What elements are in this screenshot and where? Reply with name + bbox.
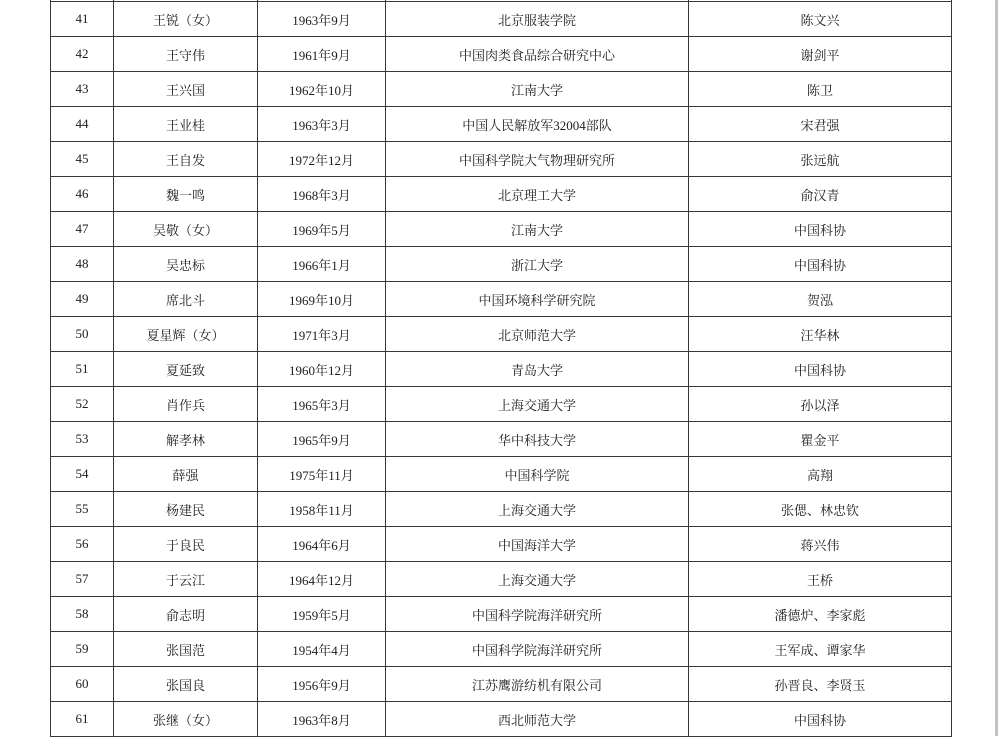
cell-birth-date: 1972年12月 — [258, 142, 386, 177]
table-row — [51, 212, 952, 247]
cell-number: 55 — [51, 492, 114, 527]
cell-institution: 中国科学院 — [386, 457, 689, 492]
cell-birth-date: 1964年6月 — [258, 527, 386, 562]
cell-recommender: 谢剑平 — [689, 37, 952, 72]
cell-birth-date: 1960年12月 — [258, 352, 386, 387]
table-row — [51, 317, 952, 352]
cell-birth-date: 1975年11月 — [258, 457, 386, 492]
cell-number: 43 — [51, 72, 114, 107]
table-row — [51, 632, 952, 667]
cell-recommender: 俞汉青 — [689, 177, 952, 212]
table-row — [51, 527, 952, 562]
cell-number: 56 — [51, 527, 114, 562]
cell-name: 王业桂 — [114, 107, 258, 142]
table-row — [51, 492, 952, 527]
cell-recommender: 中国科协 — [689, 247, 952, 282]
cell-recommender: 潘德炉、李家彪 — [689, 597, 952, 632]
table-row — [51, 597, 952, 632]
cell-number: 51 — [51, 352, 114, 387]
cell-birth-date: 1962年10月 — [258, 72, 386, 107]
cell-name: 于云江 — [114, 562, 258, 597]
cell-name: 王守伟 — [114, 37, 258, 72]
cell-institution: 上海交通大学 — [386, 387, 689, 422]
cell-name: 王自发 — [114, 142, 258, 177]
cell-number: 44 — [51, 107, 114, 142]
cell-recommender: 中国科协 — [689, 702, 952, 737]
cell-birth-date: 1954年4月 — [258, 632, 386, 667]
cell-recommender: 宋君强 — [689, 107, 952, 142]
cell-institution: 中国科学院大气物理研究所 — [386, 142, 689, 177]
cell-number: 47 — [51, 212, 114, 247]
cell-institution: 北京理工大学 — [386, 177, 689, 212]
academician-roster-table — [50, 0, 952, 737]
document-page — [50, 0, 952, 737]
cell-recommender: 中国科协 — [689, 352, 952, 387]
table-row — [51, 387, 952, 422]
cell-name: 解孝林 — [114, 422, 258, 457]
cell-recommender: 贺泓 — [689, 282, 952, 317]
cell-birth-date: 1961年9月 — [258, 37, 386, 72]
cell-recommender: 王军成、谭家华 — [689, 632, 952, 667]
cell-institution: 西北师范大学 — [386, 702, 689, 737]
table-row — [51, 72, 952, 107]
table-row — [51, 247, 952, 282]
cell-institution: 华中科技大学 — [386, 422, 689, 457]
cell-birth-date: 1969年5月 — [258, 212, 386, 247]
cell-birth-date: 1959年5月 — [258, 597, 386, 632]
cell-name: 席北斗 — [114, 282, 258, 317]
cell-institution: 中国环境科学研究院 — [386, 282, 689, 317]
cell-birth-date: 1969年10月 — [258, 282, 386, 317]
cell-birth-date: 1958年11月 — [258, 492, 386, 527]
cell-recommender: 孙以泽 — [689, 387, 952, 422]
cell-birth-date: 1956年9月 — [258, 667, 386, 702]
cell-name: 张国范 — [114, 632, 258, 667]
cell-name: 肖作兵 — [114, 387, 258, 422]
table-row — [51, 422, 952, 457]
cell-name: 张继（女） — [114, 702, 258, 737]
cell-name: 吴忠标 — [114, 247, 258, 282]
table-row — [51, 282, 952, 317]
cell-number: 53 — [51, 422, 114, 457]
cell-institution: 上海交通大学 — [386, 492, 689, 527]
cell-name: 于良民 — [114, 527, 258, 562]
table-row — [51, 142, 952, 177]
cell-birth-date: 1965年3月 — [258, 387, 386, 422]
cell-number: 61 — [51, 702, 114, 737]
table-row — [51, 702, 952, 737]
cell-recommender: 蒋兴伟 — [689, 527, 952, 562]
cell-recommender: 孙晋良、李贤玉 — [689, 667, 952, 702]
cell-institution: 中国科学院海洋研究所 — [386, 632, 689, 667]
cell-name: 俞志明 — [114, 597, 258, 632]
cell-institution: 北京服装学院 — [386, 2, 689, 37]
cell-name: 薛强 — [114, 457, 258, 492]
cell-number: 58 — [51, 597, 114, 632]
cell-institution: 中国海洋大学 — [386, 527, 689, 562]
cell-birth-date: 1963年8月 — [258, 702, 386, 737]
table-row — [51, 667, 952, 702]
cell-institution: 青岛大学 — [386, 352, 689, 387]
cell-name: 王兴国 — [114, 72, 258, 107]
cell-number: 45 — [51, 142, 114, 177]
cell-institution: 江南大学 — [386, 72, 689, 107]
cell-number: 52 — [51, 387, 114, 422]
cell-recommender: 高翔 — [689, 457, 952, 492]
cell-recommender: 王桥 — [689, 562, 952, 597]
cell-institution: 江苏鹰游纺机有限公司 — [386, 667, 689, 702]
cell-institution: 上海交通大学 — [386, 562, 689, 597]
cell-number: 42 — [51, 37, 114, 72]
cell-number: 41 — [51, 2, 114, 37]
cell-birth-date: 1966年1月 — [258, 247, 386, 282]
cell-birth-date: 1963年9月 — [258, 2, 386, 37]
cell-name: 张国良 — [114, 667, 258, 702]
cell-number: 60 — [51, 667, 114, 702]
cell-recommender: 陈卫 — [689, 72, 952, 107]
cell-name: 夏延致 — [114, 352, 258, 387]
table-row — [51, 562, 952, 597]
cell-recommender: 陈文兴 — [689, 2, 952, 37]
cell-name: 杨建民 — [114, 492, 258, 527]
cell-recommender: 中国科协 — [689, 212, 952, 247]
cell-institution: 北京师范大学 — [386, 317, 689, 352]
cell-number: 57 — [51, 562, 114, 597]
table-row — [51, 177, 952, 212]
cell-birth-date: 1965年9月 — [258, 422, 386, 457]
cell-name: 魏一鸣 — [114, 177, 258, 212]
cell-number: 49 — [51, 282, 114, 317]
table-row — [51, 457, 952, 492]
cell-birth-date: 1964年12月 — [258, 562, 386, 597]
cell-institution: 江南大学 — [386, 212, 689, 247]
cell-number: 59 — [51, 632, 114, 667]
cell-birth-date: 1963年3月 — [258, 107, 386, 142]
page-edge-line — [995, 0, 998, 736]
cell-institution: 中国人民解放军32004部队 — [386, 107, 689, 142]
cell-name: 吴敬（女） — [114, 212, 258, 247]
cell-birth-date: 1968年3月 — [258, 177, 386, 212]
cell-recommender: 汪华林 — [689, 317, 952, 352]
cell-recommender: 张远航 — [689, 142, 952, 177]
cell-number: 48 — [51, 247, 114, 282]
cell-birth-date: 1971年3月 — [258, 317, 386, 352]
cell-institution: 浙江大学 — [386, 247, 689, 282]
cell-institution: 中国科学院海洋研究所 — [386, 597, 689, 632]
table-row — [51, 2, 952, 37]
table-row — [51, 107, 952, 142]
cell-number: 46 — [51, 177, 114, 212]
table-row — [51, 352, 952, 387]
cell-recommender: 张偲、林忠钦 — [689, 492, 952, 527]
cell-number: 54 — [51, 457, 114, 492]
cell-recommender: 瞿金平 — [689, 422, 952, 457]
cell-name: 王锐（女） — [114, 2, 258, 37]
cell-number: 50 — [51, 317, 114, 352]
cell-institution: 中国肉类食品综合研究中心 — [386, 37, 689, 72]
cell-name: 夏星辉（女） — [114, 317, 258, 352]
table-row — [51, 37, 952, 72]
